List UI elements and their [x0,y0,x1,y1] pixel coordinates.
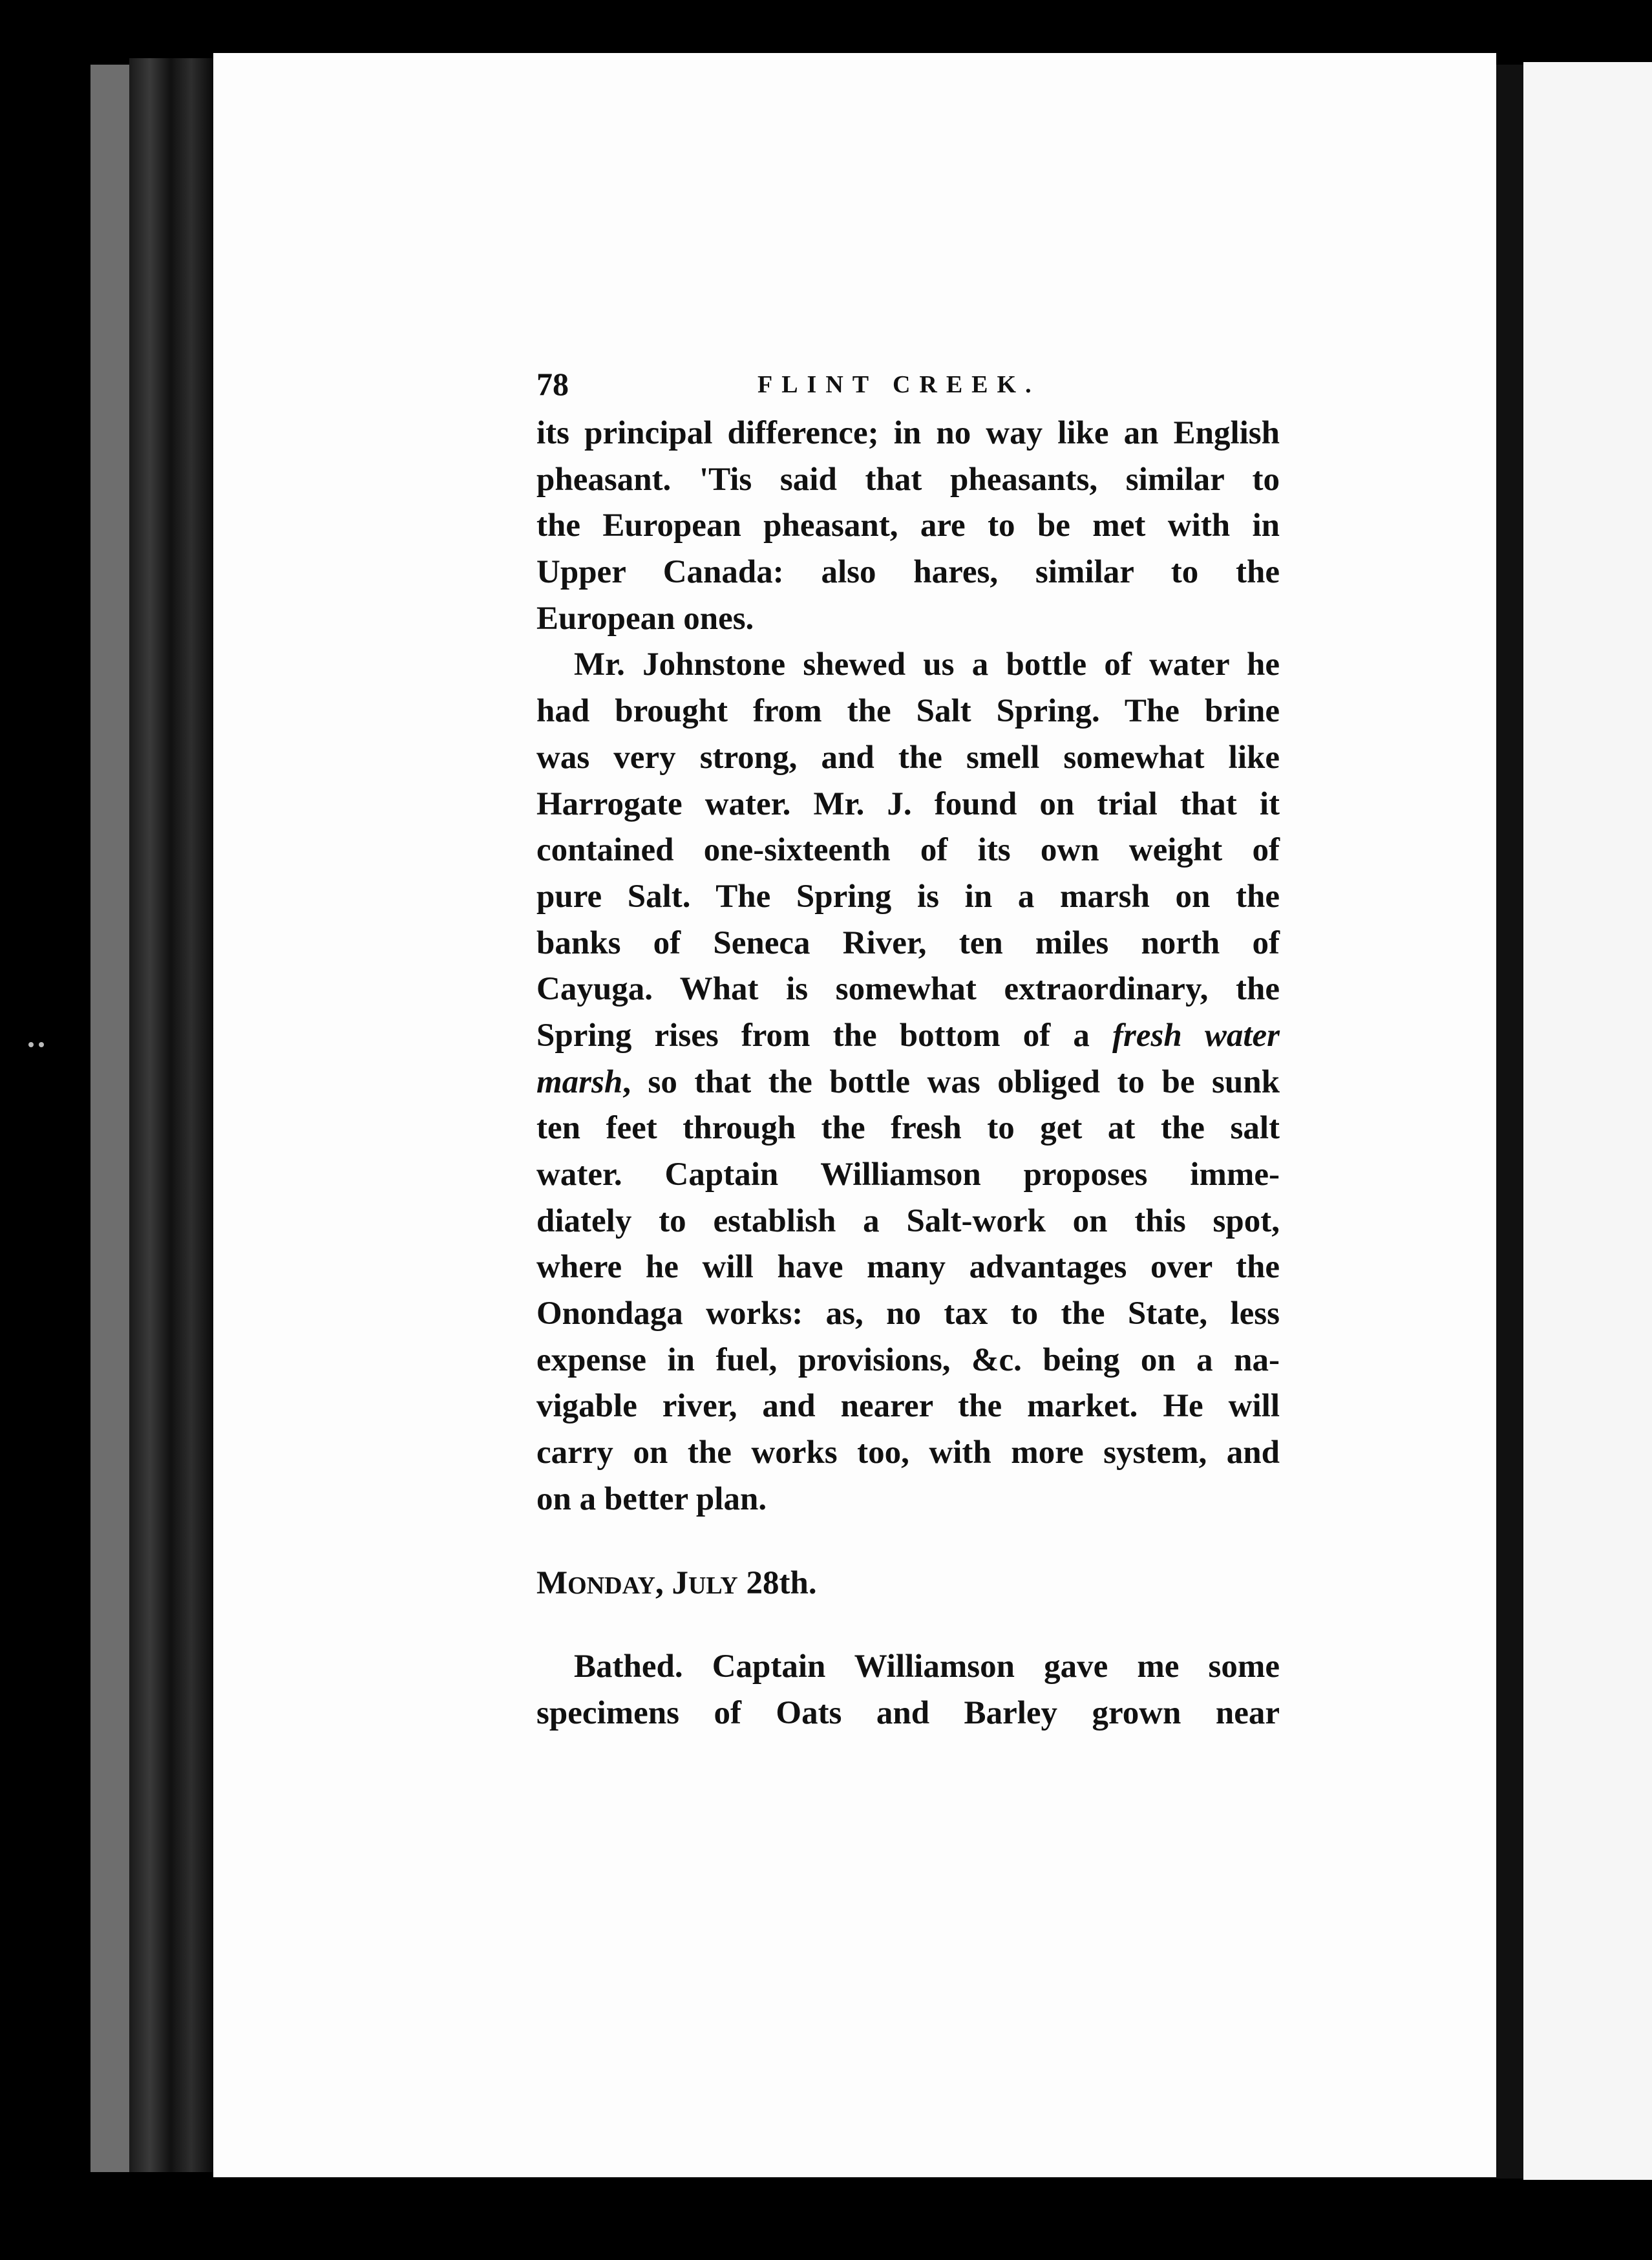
month-initial: J [672,1564,688,1601]
text-line: vigable river, and nearer the market. He will [536,1388,1280,1425]
text-line: pure Salt. The Spring is in a marsh on the [536,878,1280,915]
text-line: diately to establish a Salt-work on this spot, [536,1202,1280,1239]
paragraph-3 [536,1644,1280,1736]
page-header [536,352,1280,410]
text-line: its principal difference; in no way like an English [536,415,1280,451]
text-line: water. Captain Williamson proposes imme- [536,1157,1280,1193]
text-line: European ones. [536,600,754,637]
italic-text: marsh [536,1063,623,1100]
text-line: had brought from the Salt Spring. The brine [536,693,1280,730]
text-line: Upper Canada: also hares, similar to the [536,554,1280,591]
text-line: where he will have many advantages over the [536,1249,1280,1286]
date-day: 28th. [737,1564,817,1601]
paragraph-1 [536,410,1280,642]
text-line: Harrogate water. Mr. J. found on trial that it [536,785,1280,822]
text-line-with-italic [536,1060,1280,1106]
weekday-rest: ONDAY [567,1572,655,1599]
date-separator: , [655,1564,672,1601]
text-line: ten feet through the fresh to get at the salt [536,1110,1280,1147]
text-line: contained one-sixteenth of its own weight of [536,832,1280,869]
italic-text: fresh water [1112,1017,1280,1054]
date-heading [536,1561,1280,1607]
weekday-initial: M [536,1564,568,1601]
text-line: Cayuga. What is somewhat extraordinary, the [536,971,1280,1008]
page-number: 78 [536,366,569,402]
month-rest: ULY [688,1572,738,1599]
text-line-with-italic [536,1013,1280,1060]
text-line: Bathed. Captain Williamson gave me some [574,1648,1280,1685]
section-spacer [536,1606,1280,1644]
running-head: FLINT CREEK. [757,371,1041,398]
adjacent-page-edge [1523,62,1652,2180]
text-line: carry on the works too, with more system, and [536,1434,1280,1471]
page-gutter [1496,65,1523,2179]
paragraph-2 [536,642,1280,1522]
text-line: was very strong, and the smell somewhat like [536,739,1280,776]
stray-mark [39,1042,44,1047]
text-segment: , so that the bottle was obliged to be sunk [622,1063,1280,1100]
text-line: specimens of Oats and Barley grown near [536,1694,1280,1731]
text-line: the European pheasant, are to be met with in [536,507,1280,544]
text-line: expense in fuel, provisions, &c. being on a na- [536,1341,1280,1378]
text-line: Mr. Johnstone shewed us a bottle of water he [574,646,1280,683]
text-line: on a better plan. [536,1480,767,1517]
text-segment: Spring rises from the bottom of a [536,1017,1112,1054]
page-text [536,352,1280,1737]
section-spacer [536,1523,1280,1561]
text-line: banks of Seneca River, ten miles north of [536,924,1280,961]
text-line: pheasant. 'Tis said that pheasants, similar to [536,461,1280,498]
text-line: Onondaga works: as, no tax to the State, less [536,1295,1280,1332]
stray-mark [28,1042,34,1047]
